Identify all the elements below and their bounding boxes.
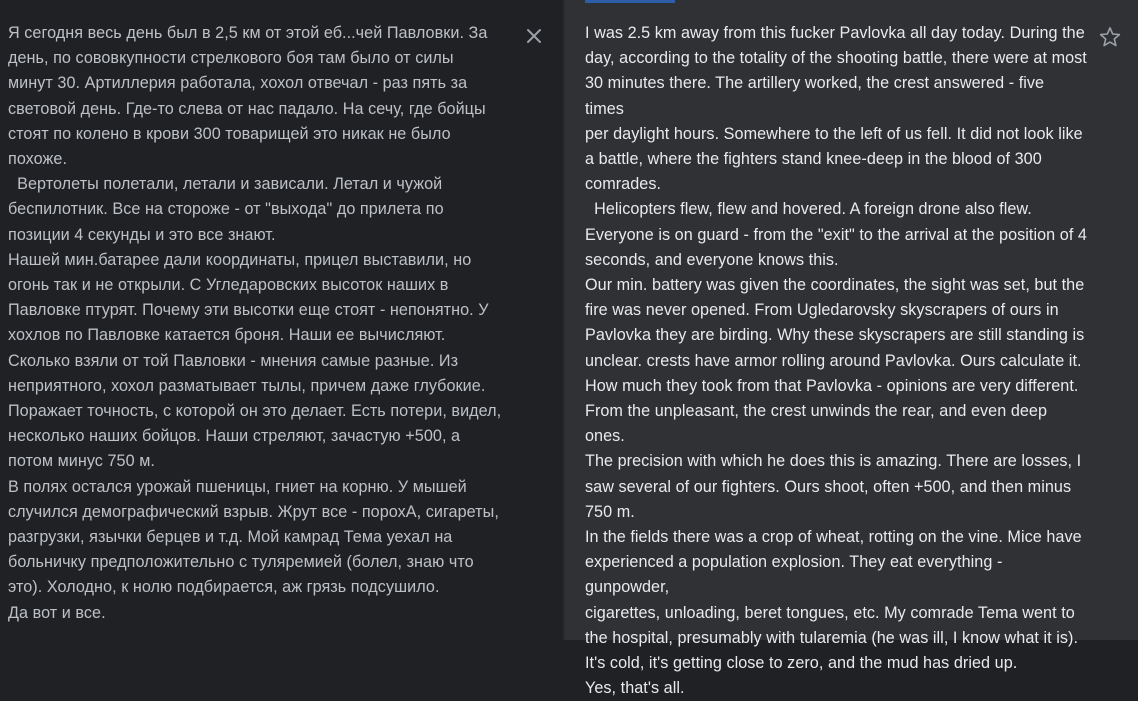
save-translation-button[interactable]: [1098, 25, 1122, 49]
translation-pane: [565, 0, 1138, 698]
source-text-pane: [0, 0, 563, 640]
close-icon: [522, 24, 546, 48]
star-outline-icon: [1098, 25, 1122, 49]
clear-source-button[interactable]: [522, 24, 546, 48]
target-tab-indicator: [585, 0, 675, 3]
source-text-input[interactable]: Я сегодня весь день был в 2,5 км от этой еб...чей Павловки. За день, по сововкупности стрелкового боя там было от силы минут 30. Артиллерия работала, хохол отвечал - раз пять за световой день. Где-то слева от нас падало. На сечу, где бойцы стоят по колено в крови 300 товарищей это никак не было похоже. Вертолеты полетали, летали и зависали. Летал и чужой беспилотник. Все на стороже - от "выхода" до прилета по позиции 4 секунды и это все знают. Нашей мин.батарее дали координаты, прицел выставили, но огонь так и не открыли. С Угледаровских высоток наших в Павловке птурят. Почему эти высотки еще стоят - непонятно. У хохлов по Павловке катается броня. Наши ее вычисляют. Сколько взяли от той Павловки - мнения самые разные. Из неприятного, хохол разматывает тылы, причем даже глубокие. Поражает точность, с которой он это делает. Есть потери, видел, несколько наших бойцов. Наши стреляют, зачастую +500, а потом минус 750 м. В полях остался урожай пшеницы, гниет на корню. У мышей случился демографический взрыв. Жрут все - порохА, сигареты, разгрузки, язычки берцев и т.д. Мой камрад Тема уехал на больничку предположительно с туляремией (болел, знаю что это). Холодно, к нолю подбирается, аж грязь подсушило. Да вот и все.: [8, 24, 502, 622]
translated-text: I was 2.5 km away from this fucker Pavlovka all day today. During the day, according to the totality of the shooting battle, there were at most 30 minutes there. The artillery worked, the crest answered - five times per daylight hours. Somewhere to the left of us fell. It did not look like a battle, where the fighters stand knee-deep in the blood of 300 comrades. Helicopters flew, flew and hovered. A foreign drone also flew. Everyone is on guard - from the "exit" to the arrival at the position of 4 seconds, and everyone knows this. Our min. battery was given the coordinates, the sight was set, but the fire was never opened. From Ugledarovsky skyscrapers of ours in Pavlovka they are birding. Why these skyscrapers are still standing is unclear. crests have armor rolling around Pavlovka. Ours calculate it. How much they took from that Pavlovka - opinions are very different. From the unpleasant, the crest unwinds the rear, and even deep ones. The precision with which he does this is amazing. There are losses, I saw several of our fighters. Ours shoot, often +500, and then minus 750 m. In the fields there was a crop of wheat, rotting on the vine. Mice have experienced a population explosion. They eat everything - gunpowder, cigarettes, unloading, beret tongues, etc. My comrade Tema went to the hospital, presumably with tularemia (he was ill, I know what it is). It's cold, it's getting close to zero, and the mud has dried up. Yes, that's all.: [585, 24, 1087, 698]
